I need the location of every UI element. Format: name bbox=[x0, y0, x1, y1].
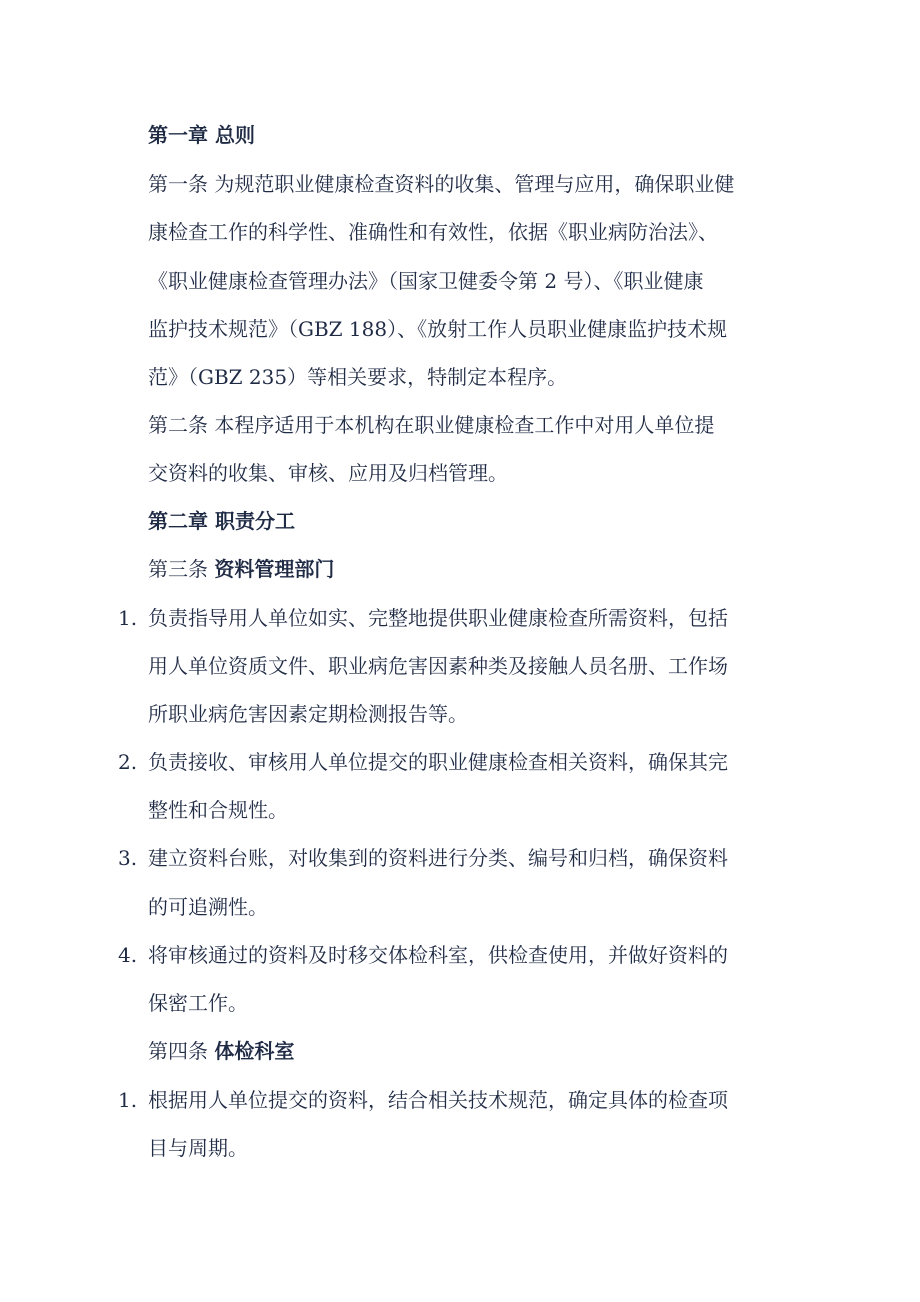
list-item-line: 目与周期。 bbox=[148, 1136, 248, 1160]
list-item-line: 负责指导用人单位如实、完整地提供职业健康检查所需资料，包括 bbox=[148, 606, 728, 630]
list-item-line: 负责接收、审核用人单位提交的职业健康检查相关资料，确保其完 bbox=[148, 750, 728, 774]
article-1-line: 康检查工作的科学性、准确性和有效性，依据《职业病防治法》、 bbox=[148, 220, 718, 244]
list-item-number: 4. bbox=[118, 943, 138, 967]
list-item-line: 的可追溯性。 bbox=[148, 895, 268, 919]
list-item-line: 建立资料台账，对收集到的资料进行分类、编号和归档，确保资料 bbox=[148, 846, 728, 870]
list-item-number: 2. bbox=[118, 750, 138, 774]
article-1-line: 第一条 为规范职业健康检查资料的收集、管理与应用，确保职业健 bbox=[148, 172, 735, 196]
article-1-line: 《职业健康检查管理办法》（国家卫健委令第 2 号）、《职业健康 bbox=[148, 269, 704, 293]
article-2-line: 第二条 本程序适用于本机构在职业健康检查工作中对用人单位提 bbox=[148, 413, 715, 437]
chapter-2-heading: 第二章 职责分工 bbox=[148, 509, 295, 533]
list-item-line: 将审核通过的资料及时移交体检科室，供检查使用，并做好资料的 bbox=[148, 943, 728, 967]
article-1-line: 范》（GBZ 235）等相关要求，特制定本程序。 bbox=[148, 365, 568, 389]
article-3-heading bbox=[148, 555, 334, 583]
chapter-1-heading: 第一章 总则 bbox=[148, 123, 255, 147]
list-item-line: 保密工作。 bbox=[148, 991, 248, 1015]
list-item-line: 根据用人单位提交的资料，结合相关技术规范，确定具体的检查项 bbox=[148, 1088, 728, 1112]
article-3-title: 资料管理部门 bbox=[214, 557, 335, 581]
list-item-number: 1. bbox=[118, 606, 138, 630]
article-4-heading bbox=[148, 1037, 294, 1065]
article-2-line: 交资料的收集、审核、应用及归档管理。 bbox=[148, 461, 508, 485]
list-item-number: 1. bbox=[118, 1088, 138, 1112]
list-item-number: 3. bbox=[118, 846, 138, 870]
article-4-label: 第四条 bbox=[148, 1039, 215, 1063]
list-item-line: 所职业病危害因素定期检测报告等。 bbox=[148, 702, 468, 726]
article-4-title: 体检科室 bbox=[214, 1039, 295, 1063]
list-item-line: 整性和合规性。 bbox=[148, 798, 288, 822]
article-3-label: 第三条 bbox=[148, 557, 215, 581]
list-item-line: 用人单位资质文件、职业病危害因素种类及接触人员名册、工作场 bbox=[148, 654, 728, 678]
article-1-line: 监护技术规范》（GBZ 188）、《放射工作人员职业健康监护技术规 bbox=[148, 317, 728, 341]
